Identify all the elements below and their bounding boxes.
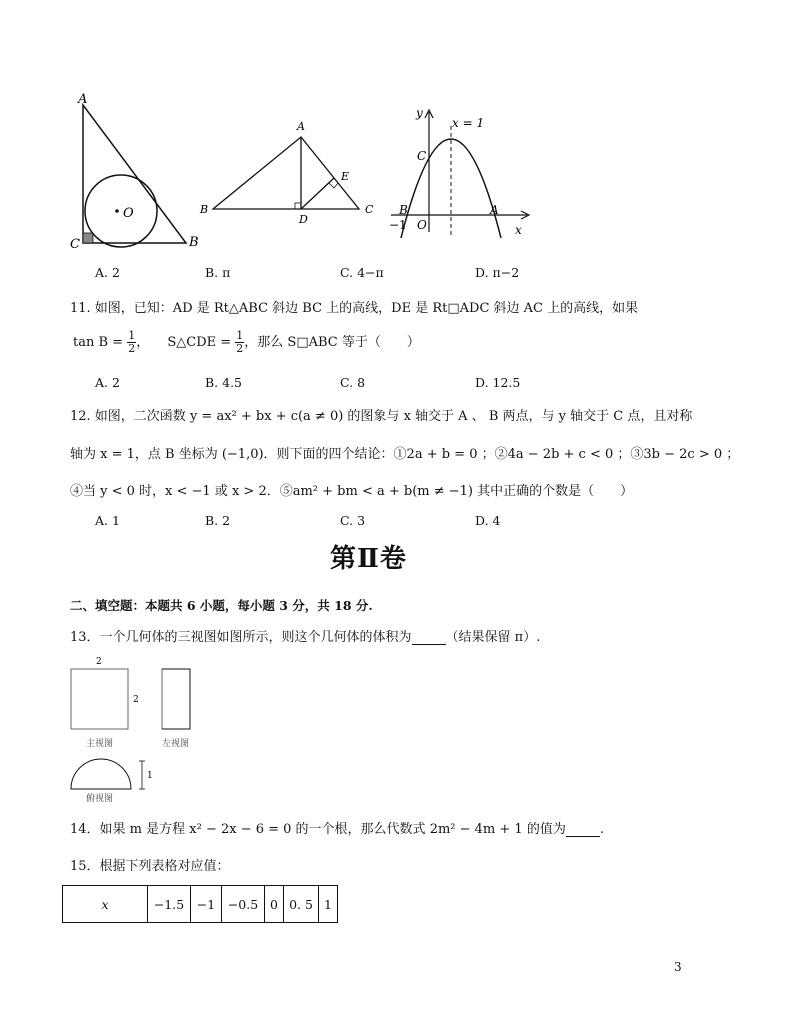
label-B: B bbox=[189, 235, 199, 250]
label-axis: x = 1 bbox=[452, 116, 485, 130]
q10-option-b: B. π bbox=[205, 265, 231, 280]
q11-option-c: C. 8 bbox=[340, 375, 366, 390]
label-A: A bbox=[297, 120, 305, 133]
q10-figure bbox=[62, 88, 212, 258]
q11-area-prefix: S△CDE = bbox=[167, 335, 232, 350]
q12-option-c: C. 3 bbox=[340, 513, 366, 528]
label-O: O bbox=[123, 206, 134, 221]
q11-option-d: D. 12.5 bbox=[475, 375, 521, 390]
q11-stem-line2: tan B = $\frac{1}{2}$ ， S△CDE = $\frac{1}{2}$ ，那么 S□ABC 等于（ ） bbox=[73, 329, 420, 355]
q15-stem: 15．根据下列表格对应值： bbox=[70, 859, 230, 874]
label-A: A bbox=[78, 92, 88, 107]
label-C: C bbox=[417, 149, 427, 163]
q10-option-a: A. 2 bbox=[95, 265, 120, 280]
table-cell: 1 bbox=[319, 886, 338, 923]
q14-answer-blank[interactable] bbox=[566, 824, 600, 837]
q11-fraction-2: $\frac{1}{2}$ bbox=[236, 329, 244, 355]
q11-tan-prefix: tan B = bbox=[73, 335, 124, 350]
front-view-label: 主视图 bbox=[86, 739, 114, 749]
q12-stem-line3: ④当 y < 0 时，x < −1 或 x > 2．⑤am² + bm < a + b(m ≠ −1) 其中正确的个数是（ ） bbox=[70, 484, 634, 499]
q11-option-b: B. 4.5 bbox=[205, 375, 243, 390]
q13-three-view-figure bbox=[62, 654, 202, 804]
label-y: y bbox=[416, 106, 423, 120]
q11-fraction-1: $\frac{1}{2}$ bbox=[128, 329, 136, 355]
q14-text-tail: . bbox=[599, 822, 604, 837]
table-cell: −1 bbox=[191, 886, 222, 923]
q11-tail: ，那么 S□ABC 等于（ ） bbox=[244, 335, 420, 350]
table-cell: 0 bbox=[265, 886, 284, 923]
label-neg1: −1 bbox=[389, 218, 407, 232]
q11-option-a: A. 2 bbox=[95, 375, 120, 390]
q12-option-a: A. 1 bbox=[95, 513, 120, 528]
label-B: B bbox=[200, 203, 209, 216]
dim-top: 2 bbox=[96, 657, 102, 667]
dim-arc: 1 bbox=[147, 771, 153, 781]
table-cell: −1.5 bbox=[148, 886, 191, 923]
label-x: x bbox=[515, 223, 522, 237]
q14-stem bbox=[70, 818, 604, 837]
q12-stem-line2: 轴为 x = 1，点 B 坐标为 (−1,0)．则下面的四个结论：①2a + b = 0 ；②4a − 2b + c < 0 ；③3b − 2c > 0 ； bbox=[70, 447, 740, 462]
top-view-label: 俯视图 bbox=[86, 794, 114, 804]
q13-stem bbox=[70, 626, 540, 645]
q12-stem-line1: 12. 如图，二次函数 y = ax² + bx + c(a ≠ 0) 的图象与 x 轴交于 A 、 B 两点，与 y 轴交于 C 点，且对称 bbox=[70, 409, 693, 424]
q15-value-table bbox=[62, 885, 338, 923]
q13-text: 13．一个几何体的三视图如图所示，则这个几何体的体积为 bbox=[70, 630, 412, 645]
section-title: 第Ⅱ卷 bbox=[330, 544, 407, 574]
q10-option-c: C. 4−π bbox=[340, 265, 384, 280]
table-cell: 0. 5 bbox=[284, 886, 319, 923]
q11-figure bbox=[195, 115, 385, 230]
q12-figure bbox=[385, 100, 540, 240]
q12-option-d: D. 4 bbox=[475, 513, 501, 528]
label-A: A bbox=[490, 203, 499, 217]
label-E: E bbox=[341, 170, 350, 183]
part2-heading: 二、填空题：本题共 6 小题，每小题 3 分，共 18 分. bbox=[70, 598, 373, 613]
dim-side: 2 bbox=[133, 695, 139, 705]
q14-text: 14．如果 m 是方程 x² − 2x − 6 = 0 的一个根，那么代数式 2m² − 4m + 1 的值为 bbox=[70, 822, 566, 837]
table-row bbox=[63, 886, 338, 923]
table-cell: −0.5 bbox=[222, 886, 265, 923]
label-C: C bbox=[365, 203, 374, 216]
table-cell-x: x bbox=[63, 886, 148, 923]
left-view-label: 左视图 bbox=[162, 739, 190, 749]
q11-stem-line1: 11. 如图，已知：AD 是 Rt△ABC 斜边 BC 上的高线，DE 是 Rt□ADC 斜边 AC 上的高线，如果 bbox=[70, 301, 639, 316]
q12-option-b: B. 2 bbox=[205, 513, 231, 528]
label-C: C bbox=[70, 237, 80, 252]
label-D: D bbox=[299, 213, 308, 226]
label-B: B bbox=[399, 203, 408, 217]
q13-answer-blank[interactable] bbox=[412, 632, 446, 645]
label-O: O bbox=[417, 218, 427, 232]
q13-text-tail: （结果保留 π）. bbox=[445, 630, 541, 645]
page-number: 3 bbox=[674, 960, 682, 974]
q10-option-d: D. π−2 bbox=[475, 265, 520, 280]
